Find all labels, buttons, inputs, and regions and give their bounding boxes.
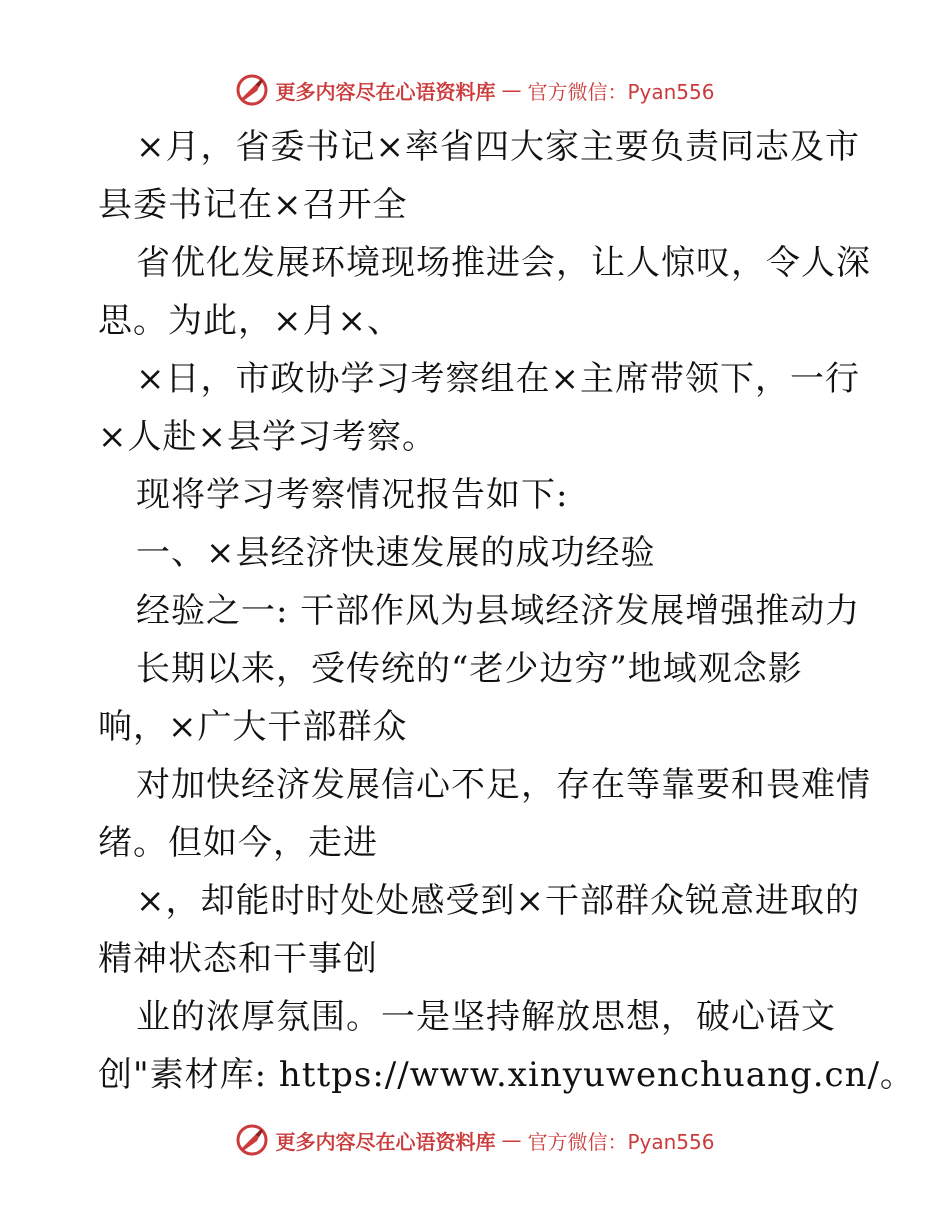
header-banner-title: 更多内容尽在心语资料库 <box>275 79 496 104</box>
footer-banner-content <box>235 1123 714 1157</box>
paragraph-line: 绪。但如今，走进 <box>98 823 378 863</box>
subsection-heading: 经验之一: 干部作风为县域经济发展增强推动力 <box>136 591 861 631</box>
footer-banner-dash: — <box>501 1128 522 1152</box>
pen-nib-logo-icon <box>235 1123 269 1157</box>
pen-nib-logo-icon <box>235 73 269 107</box>
footer-banner-wechat: 官方微信：Pyan556 <box>527 1129 715 1154</box>
paragraph-line: 省优化发展环境现场推进会，让人惊叹，令人深 <box>136 243 871 283</box>
paragraph-line: 业的浓厚氛围。一是坚持解放思想，破心语文 <box>136 997 836 1037</box>
paragraph-line: ×月，省委书记×率省四大家主要负责同志及市 <box>136 127 860 167</box>
paragraph-line: 响，×广大干部群众 <box>98 707 408 747</box>
section-heading: 一、×县经济快速发展的成功经验 <box>136 533 656 573</box>
header-banner-content <box>235 73 714 107</box>
paragraph-line: 县委书记在×召开全 <box>98 185 408 225</box>
paragraph-line: 长期以来，受传统的“老少边穷”地域观念影 <box>136 649 803 689</box>
paragraph-line: ×日，市政协学习考察组在×主席带领下，一行 <box>136 359 860 399</box>
paragraph-line: 对加快经济发展信心不足，存在等靠要和畏难情 <box>136 765 871 805</box>
paragraph-line: 思。为此，×月×、 <box>98 301 402 341</box>
footer-banner-title: 更多内容尽在心语资料库 <box>275 1129 496 1154</box>
paragraph-line: 创"素材库: https://www.xinyuwenchuang.cn/。 <box>98 1055 915 1095</box>
paragraph-line: ×人赴×县学习考察。 <box>98 417 437 457</box>
footer-banner <box>0 1120 950 1160</box>
header-banner-dash: — <box>501 78 522 102</box>
header-banner-wechat: 官方微信：Pyan556 <box>527 79 715 104</box>
header-banner <box>0 70 950 110</box>
paragraph-line: ×，却能时时处处感受到×干部群众锐意进取的 <box>136 881 860 921</box>
paragraph-line: 现将学习考察情况报告如下: <box>136 475 569 515</box>
paragraph-line: 精神状态和干事创 <box>98 939 378 979</box>
